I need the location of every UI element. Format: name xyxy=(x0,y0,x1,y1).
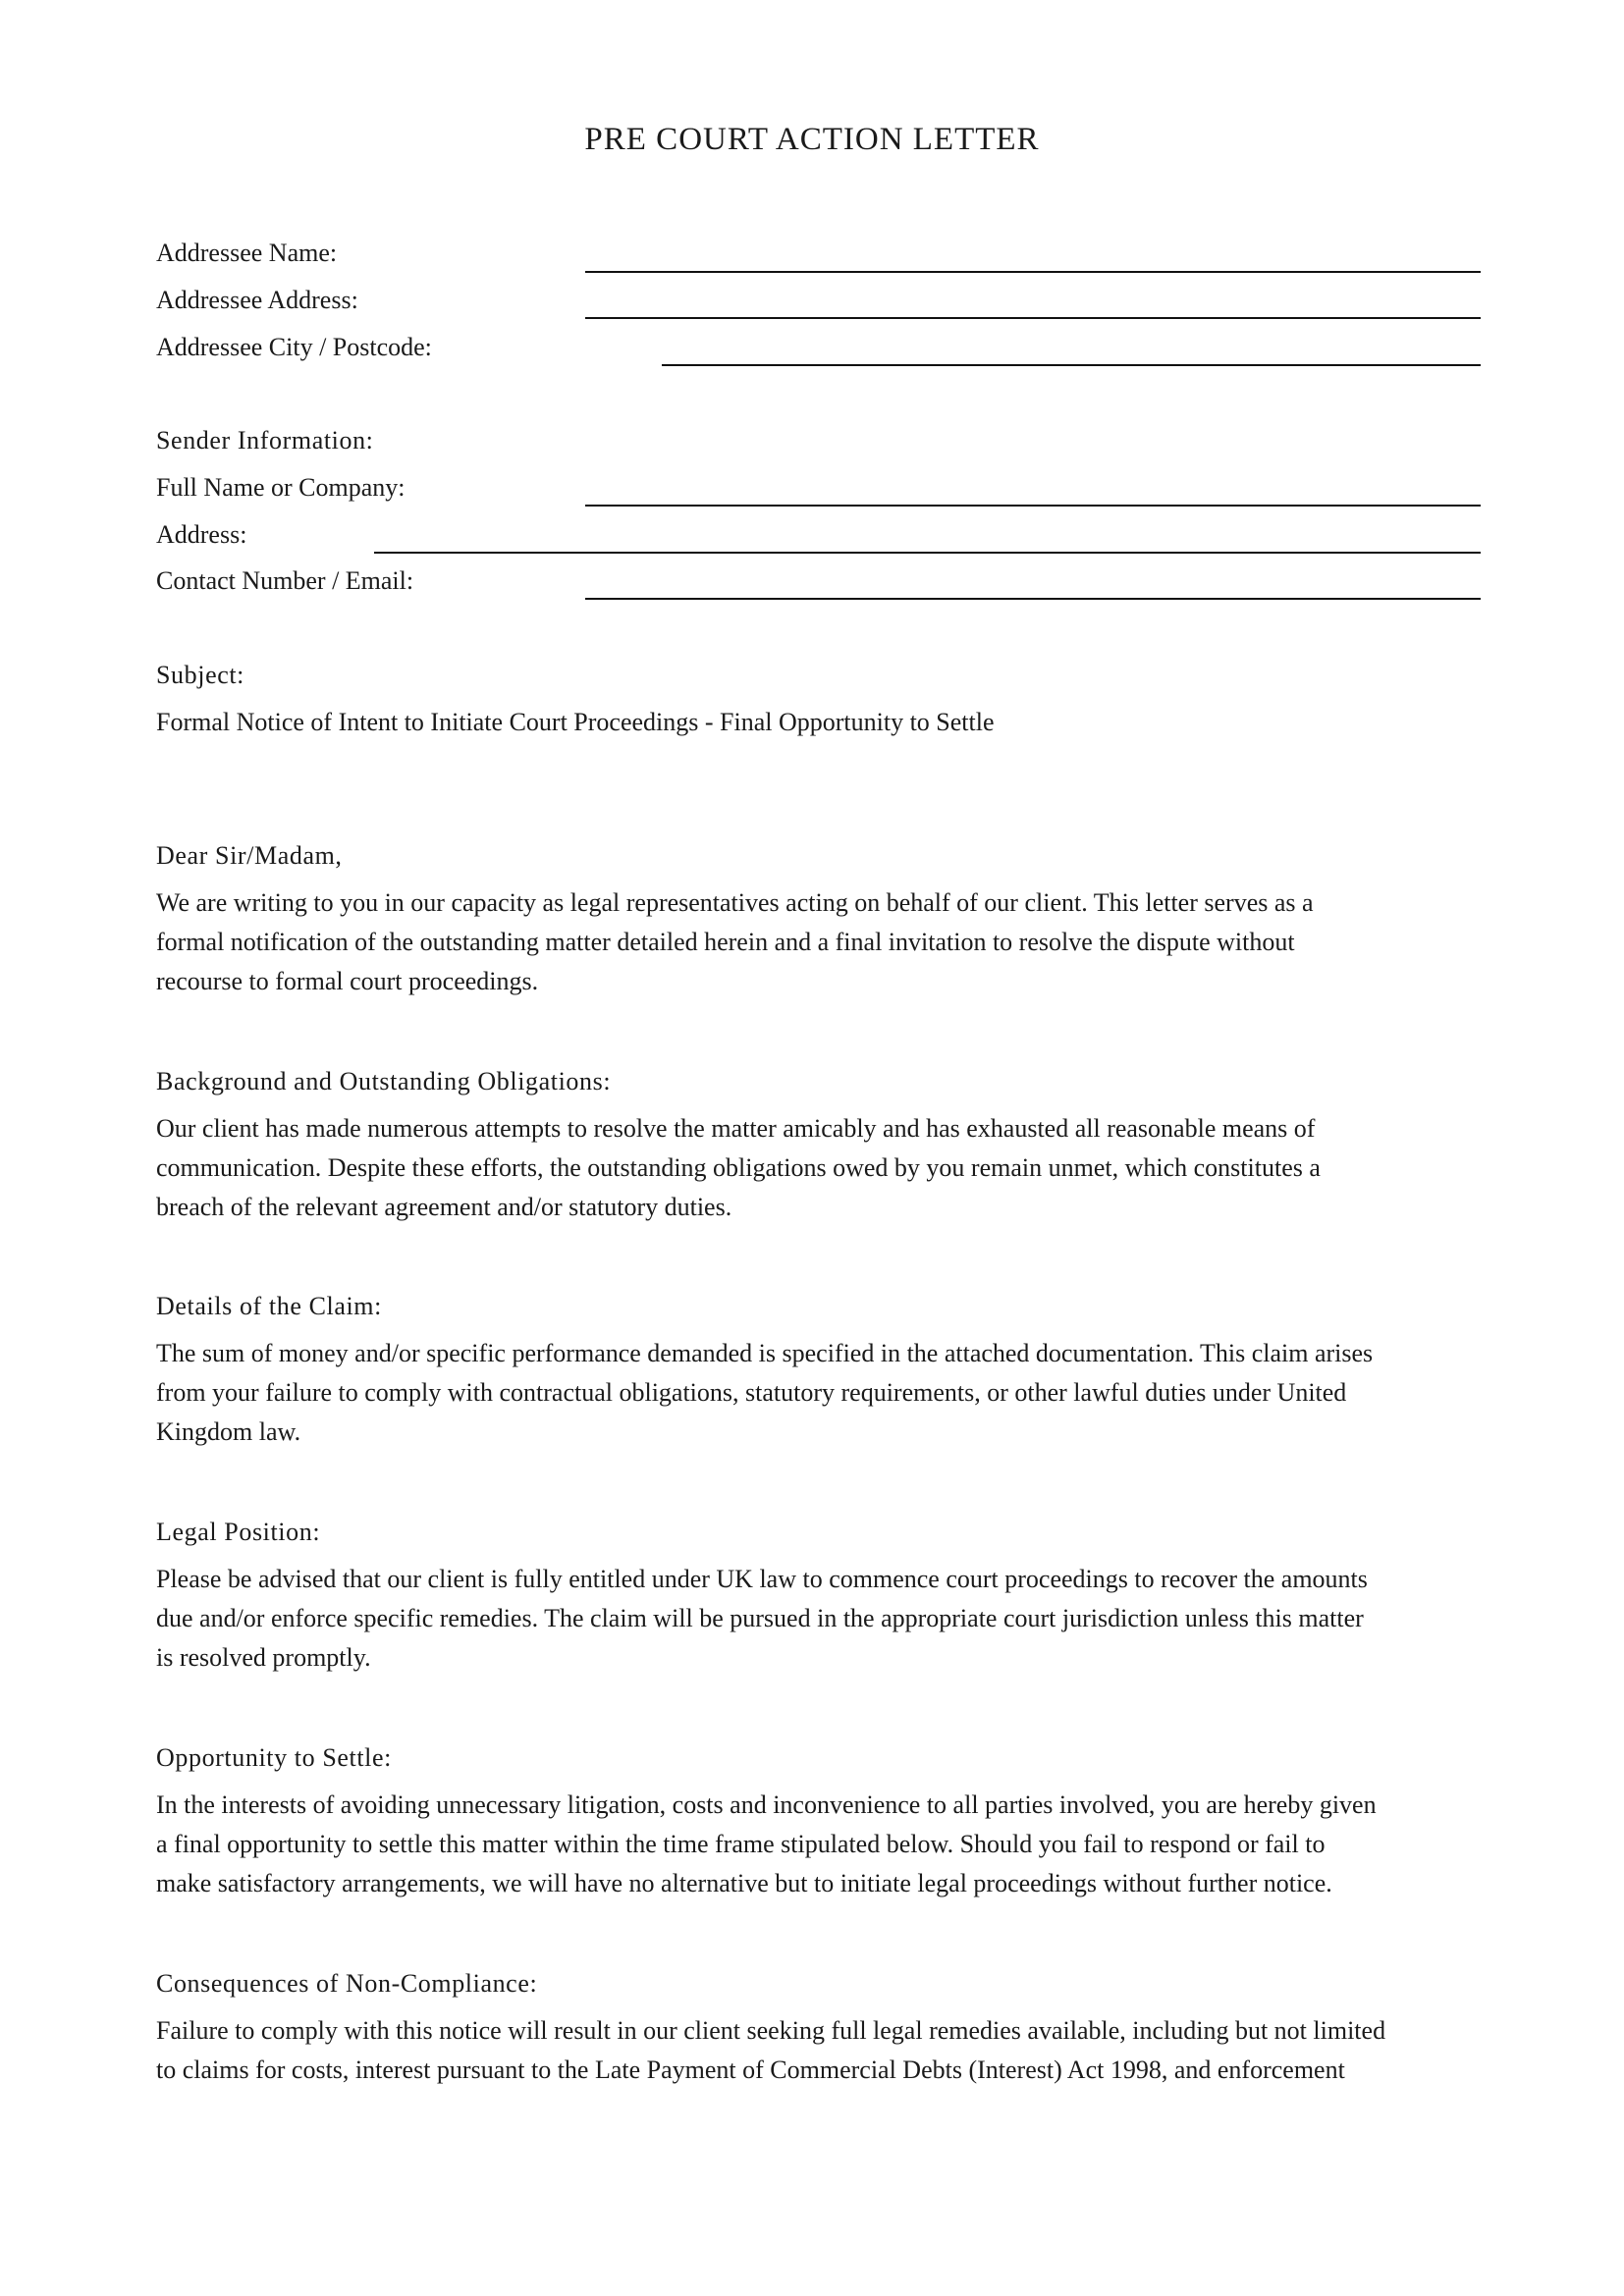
salutation: Dear Sir/Madam, xyxy=(156,841,343,870)
paragraph-line: Our client has made numerous attempts to resolve the matter amicably and has exhausted all reasonable means of xyxy=(156,1114,1316,1143)
addressee-address-label: Addressee Address: xyxy=(156,286,358,314)
paragraph-line: from your failure to comply with contractual obligations, statutory requirements, or other lawful duties under United xyxy=(156,1378,1347,1407)
document-title: PRE COURT ACTION LETTER xyxy=(584,122,1040,157)
sender-info-heading: Sender Information: xyxy=(156,426,374,454)
paragraph-line: The sum of money and/or specific performance demanded is specified in the attached documentation. This claim arises xyxy=(156,1339,1374,1367)
legal-position-heading: Legal Position: xyxy=(156,1518,321,1546)
paragraph-line: recourse to formal court proceedings. xyxy=(156,967,539,995)
sender-name-field[interactable] xyxy=(585,505,1481,507)
background-paragraph xyxy=(156,1109,1491,1227)
addressee-name-field[interactable] xyxy=(585,271,1481,273)
paragraph-line: Please be advised that our client is fully entitled under UK law to commence court proceedings to recover the amounts xyxy=(156,1565,1368,1593)
settle-paragraph xyxy=(156,1786,1491,1903)
paragraph-line: breach of the relevant agreement and/or statutory duties. xyxy=(156,1193,732,1221)
addressee-city-label: Addressee City / Postcode: xyxy=(156,333,432,361)
paragraph-line: due and/or enforce specific remedies. The claim will be pursued in the appropriate court jurisdiction unless this matter xyxy=(156,1604,1364,1632)
claim-details-heading: Details of the Claim: xyxy=(156,1292,382,1320)
paragraph-line: is resolved promptly. xyxy=(156,1643,371,1672)
paragraph-line: In the interests of avoiding unnecessary litigation, costs and inconvenience to all parties involved, you are hereby given xyxy=(156,1790,1377,1819)
claim-details-paragraph xyxy=(156,1334,1491,1452)
paragraph-line: formal notification of the outstanding matter detailed herein and a final invitation to resolve the dispute without xyxy=(156,928,1295,956)
paragraph-line: Failure to comply with this notice will result in our client seeking full legal remedies available, including but not limited xyxy=(156,2016,1386,2045)
subject-text: Formal Notice of Intent to Initiate Court Proceedings - Final Opportunity to Settle xyxy=(156,708,995,736)
settle-heading: Opportunity to Settle: xyxy=(156,1743,392,1772)
sender-contact-field[interactable] xyxy=(585,598,1481,600)
paragraph-line: communication. Despite these efforts, the outstanding obligations owed by you remain unmet, which constitutes a xyxy=(156,1153,1321,1182)
sender-address-label: Address: xyxy=(156,520,247,549)
consequences-heading: Consequences of Non-Compliance: xyxy=(156,1969,538,1998)
sender-name-label: Full Name or Company: xyxy=(156,473,406,502)
paragraph-line: make satisfactory arrangements, we will have no alternative but to initiate legal proceedings without further notice. xyxy=(156,1869,1332,1897)
sender-address-field[interactable] xyxy=(374,552,1481,554)
legal-position-paragraph xyxy=(156,1560,1491,1678)
paragraph-line: We are writing to you in our capacity as legal representatives acting on behalf of our client. This letter serves as a xyxy=(156,888,1314,917)
addressee-address-field[interactable] xyxy=(585,317,1481,319)
intro-paragraph xyxy=(156,883,1491,1001)
subject-heading: Subject: xyxy=(156,661,245,689)
background-heading: Background and Outstanding Obligations: xyxy=(156,1067,612,1095)
sender-contact-label: Contact Number / Email: xyxy=(156,566,414,595)
addressee-city-field[interactable] xyxy=(662,364,1481,366)
consequences-paragraph xyxy=(156,2011,1491,2090)
paragraph-line: to claims for costs, interest pursuant to the Late Payment of Commercial Debts (Interest) Act 1998, and enforcement xyxy=(156,2056,1345,2084)
paragraph-line: Kingdom law. xyxy=(156,1417,301,1446)
addressee-name-label: Addressee Name: xyxy=(156,239,338,267)
paragraph-line: a final opportunity to settle this matter within the time frame stipulated below. Should you fail to respond or fail to xyxy=(156,1830,1326,1858)
